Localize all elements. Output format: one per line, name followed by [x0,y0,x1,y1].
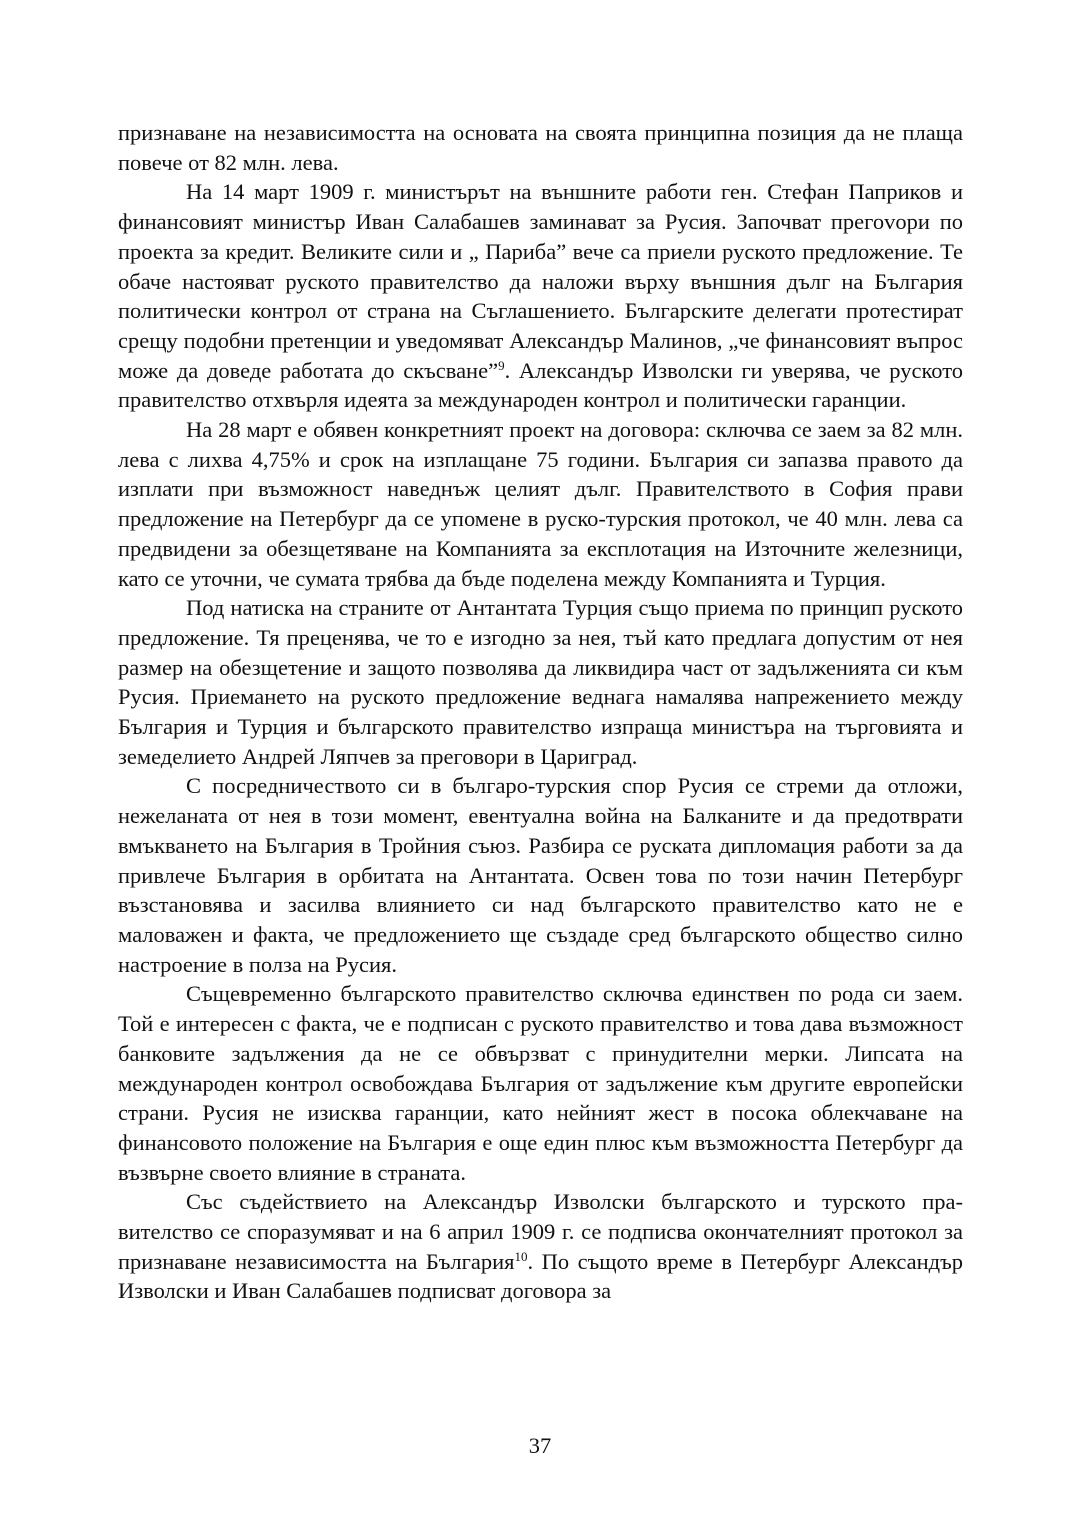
paragraph-3 [118,415,963,593]
footnote-reference: 10 [514,1248,528,1264]
paragraph-text: . Александър Изволски ги уверява, че руското правителство отхвърля идеята за международен контрол и политически гаранции. [118,357,963,413]
paragraph-text: Под натиска на страните от Антантата Турция също приема по принцип руското предложение. Тя преценява, че то е изгодно за нея, тъй като предлага допустим от нея размер на обезщетение и защото позволява да ликвидира част от задълженията си към Русия. Приемането на руското предложение веднага намалява напрежението между България и Турция и българското правителство изпраща министъра на търговията и земеделието Андрей Ляпчев за преговори в Цариград. [118,595,963,769]
paragraph-6 [118,979,963,1187]
paragraph-2 [118,177,963,415]
page-number: 37 [528,1433,552,1458]
paragraph-text: Същевременно българското правителство сключва единствен по рода си заем. Той е интересен с факта, че е подписан с руското правителство и това дава възможност банковите задължения да не се обвързват с принудителни мерки. Липсата на международен контрол освобождава България от задължение към другите европейски страни. Русия не изисква гаранции, като нейният жест в посока облекчаване на финансовото положение на България е още един плюс към възможността Петербург да възвърне своето влияние в страната. [118,981,963,1185]
paragraph-5 [118,771,963,979]
paragraph-text: . По същото време в Петербург Александър Изволски и Иван Салабашев подписват договора за [118,1248,963,1304]
footnote-reference: 9 [498,357,505,373]
paragraph-4 [118,593,963,771]
paragraph-7 [118,1187,963,1306]
page-body [118,118,963,1306]
paragraph-text: На 14 март 1909 г. министърът на външните работи ген. Стефан Паприков и финансовият министър Иван Салабашев заминават за Русия. Започват прегоvори по проекта за кредит. Великите сили и „ Париба” вече са приели руското предложение. Те обаче настояват руското правителство да наложи върху външния дълг на България политически контрол от страна на Съглашението. Българските делегати протестират срещу подобни претенции и уведомяват Александър Малинов, „че финансовият въпрос може да доведе работата до скъсване” [118,179,963,383]
paragraph-text: Със съдействието на Александър Изволски българското и турското правителство се споразумяват и на 6 април 1909 г. се подписва окончателният протокол за признаване независимостта на България [118,1189,963,1274]
paragraph-1 [118,118,963,177]
paragraph-text: признаване на независимостта на основата на своята принципна позиция да не плаща повече от 82 млн. лева. [118,120,963,175]
paragraph-text: На 28 март е обявен конкретният проект на договора: сключва се заем за 82 млн. лева с лихва 4,75% и срок на изплащане 75 години. България си запазва правото да изплати при възможност наведнъж целият дълг. Правителството в София прави предложение на Петербург да се упомене в руско-турския протокол, че 40 млн. лева са предвидени за обезщетяване на Компанията за експлотация на Източните железници, като се уточни, че сумата трябва да бъде поделена между Компанията и Турция. [118,417,963,591]
paragraph-text: С посредничеството си в българо-турския спор Русия се стреми да отложи, нежеланата от нея в този момент, евентуална война на Балканите и да предотврати вмъкването на България в Тройния съюз. Разбира се руската дипломация работи за да привлече България в орбитата на Антантата. Освен това по този начин Петербург възстановява и засилва влиянието си над българското правителство като не е маловажен и факта, че предложението ще създаде сред българското общество силно настроение в полза на Русия. [118,773,963,977]
